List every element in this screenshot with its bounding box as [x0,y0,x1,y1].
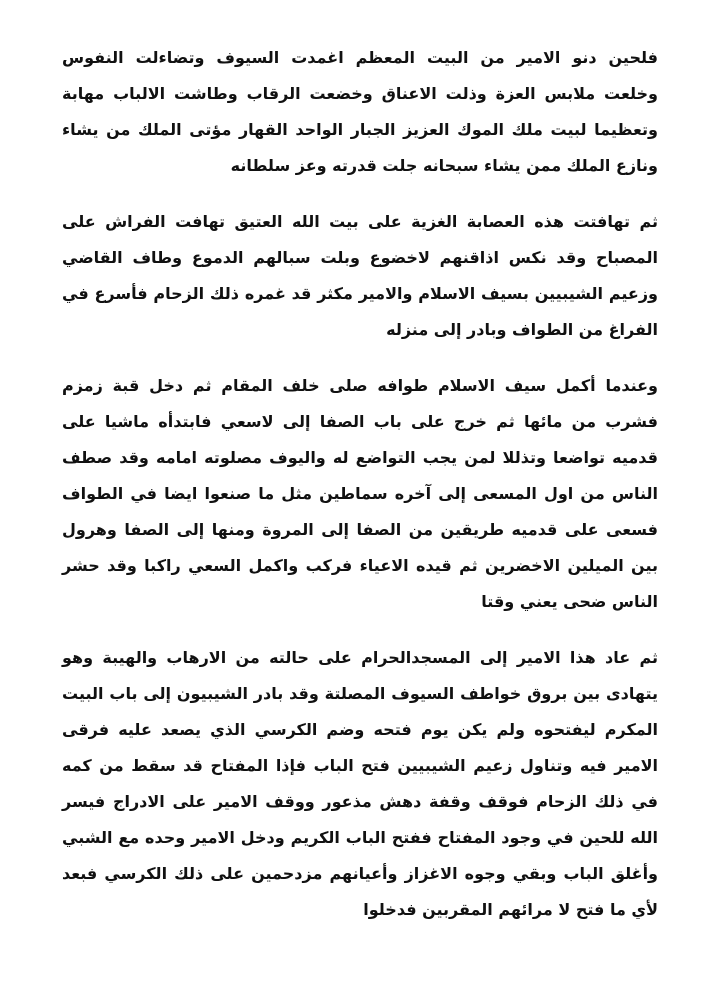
paragraph-2: ثم تهافتت هذه العصابة الغزية على بيت الله العتيق تهافت الفراش على المصباح وقد نكس اذاقنهم لاخضوع وبلت سبالهم الدموع وطاف القاضي وزعيم الشيبيين بسيف الاسلام والامير مكثر قد غمره ذلك الزحام فأسرع في الفراغ من الطواف وبادر إلى منزله [62,212,658,339]
paragraph-4: ثم عاد هذا الامير إلى المسجدالحرام على حالته من الارهاب والهيبة وهو يتهادى بين بروق خواطف السيوف المصلتة وقد بادر الشيبيون إلى باب البيت المكرم ليفتحوه ولم يكن يوم فتحه وضم الكرسي الذي يصعد عليه فرقى الامير فيه وتناول زعيم الشيبيين فتح الباب فإذا المفتاح قد سقط من كمه في ذلك الزحام فوقف وقفة دهش مذعور ووقف الامير على الادراج فيسر الله للحين في وجود المفتاح ففتح الباب الكريم ودخل الامير وحده مع الشبي وأغلق الباب وبقي وجوه الاغزاز وأعيانهم مزدحمين على ذلك الكرسي فبعد لأي ما فتح لا مرائهم المقربين فدخلوا [62,648,658,919]
paragraph-3: وعندما أكمل سيف الاسلام طوافه صلى خلف المقام ثم دخل قبة زمزم فشرب من مائها ثم خرج على باب الصفا إلى لاسعي فابتدأه ماشيا على قدميه تواضعا وتذللا لمن يجب التواضع له واليوف مصلوته امامه وقد صطف الناس من اول المسعى إلى آخره سماطين مثل ما صنعوا ايضا في الطواف فسعى على قدميه طريقين من الصفا إلى المروة ومنها إلى الصفا وهرول بين الميلين الاخضرين ثم قيده الاعياء فركب واكمل السعي راكبا وقد حشر الناس ضحى يعني وقتا [62,376,658,611]
document-body [62,40,658,928]
paragraph-1: فلحين دنو الامير من البيت المعظم اغمدت السيوف وتضاءلت النفوس وخلعت ملابس العزة وذلت الاعناق وخضعت الرقاب وطاشت الالباب مهابة وتعظيما لبيت ملك الموك العزيز الجبار الواحد القهار مؤتى الملك من يشاء ونازع الملك ممن يشاء سبحانه جلت قدرته وعز سلطانه [62,48,658,175]
